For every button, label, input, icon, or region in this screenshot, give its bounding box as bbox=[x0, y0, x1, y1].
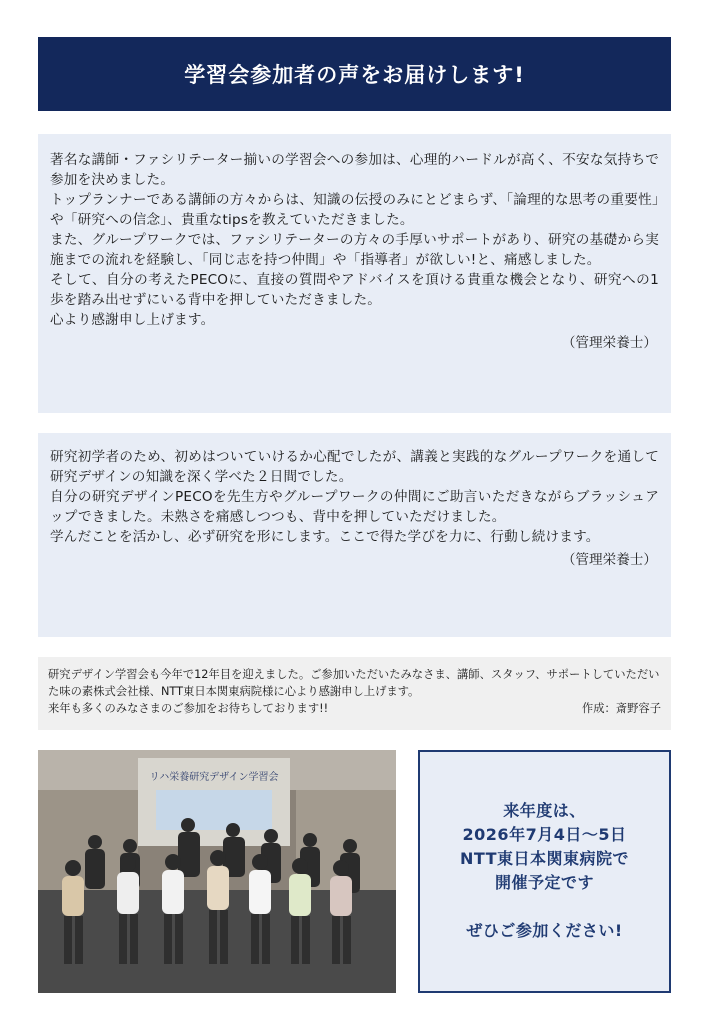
announcement-closing: ぜひご参加ください! bbox=[466, 921, 623, 940]
testimonial-paragraph: また、グループワークでは、ファシリテーターの方々の手厚いサポートがあり、研究の基礎から実施までの流れを経験し、「同じ志を持つ仲間」や「指導者」が欲しい!と、痛感しました。 bbox=[50, 232, 659, 268]
announcement-date: 2026年7月4日～5日 bbox=[462, 825, 627, 844]
group-photo-illustration bbox=[38, 750, 396, 993]
testimonial-paragraph: トップランナーである講師の方々からは、知識の伝授のみにとどまらず、「論理的な思考の重要性」や「研究への信念」、貴重なtipsを教えていただきました。 bbox=[50, 192, 659, 228]
thanks-note bbox=[38, 657, 671, 730]
testimonial-signature: （管理栄養士） bbox=[561, 335, 657, 351]
testimonial-paragraph: そして、自分の考えたPECOに、直接の質問やアドバイスを頂ける貴重な機会となり、研究への1歩を踏み出せずにいる背中を押していただきました。 bbox=[50, 272, 659, 308]
testimonial-paragraph: 学んだことを活かし、必ず研究を形にします。ここで得た学びを力に、行動し続けます。 bbox=[50, 529, 600, 545]
announcement-box bbox=[418, 750, 671, 993]
testimonial-paragraph: 自分の研究デザインPECOを先生方やグループワークの仲間にご助言いただきながらブラッシュアップできました。未熟さを痛感しつつも、背中を押していただけました。 bbox=[50, 489, 659, 525]
testimonial-signature: （管理栄養士） bbox=[561, 552, 657, 568]
note-line: 来年も多くのみなさまのご参加をお待ちしております!! bbox=[48, 702, 329, 715]
screen-title: リハ栄養研究デザイン学習会 bbox=[149, 772, 279, 783]
note-author: 作成：斎野容子 bbox=[581, 702, 661, 715]
announcement-venue: NTT東日本関東病院で bbox=[459, 849, 630, 868]
header-banner bbox=[38, 37, 671, 111]
announcement-line: 来年度は、 bbox=[503, 801, 586, 820]
testimonial-card bbox=[38, 134, 671, 413]
testimonial-paragraph: 研究初学者のため、初めはついていけるか心配でしたが、講義と実践的なグループワークを通して研究デザインの知識を深く学べた２日間でした。 bbox=[50, 449, 659, 485]
group-photo bbox=[38, 750, 396, 993]
page-title: 学習会参加者の声をお届けします! bbox=[184, 63, 525, 87]
note-line: 研究デザイン学習会も今年で12年目を迎えました。ご参加いただいたみなさま、講師、スタッフ、サポートしていただいた味の素株式会社様、NTT東日本関東病院様に心より感謝申し上げます。 bbox=[48, 668, 660, 698]
announcement-line: 開催予定です bbox=[494, 873, 594, 892]
testimonial-paragraph: 著名な講師・ファシリテーター揃いの学習会への参加は、心理的ハードルが高く、不安な気持ちで参加を決めました。 bbox=[50, 152, 659, 188]
testimonial-card bbox=[38, 433, 671, 637]
testimonial-paragraph: 心より感謝申し上げます。 bbox=[50, 312, 215, 328]
